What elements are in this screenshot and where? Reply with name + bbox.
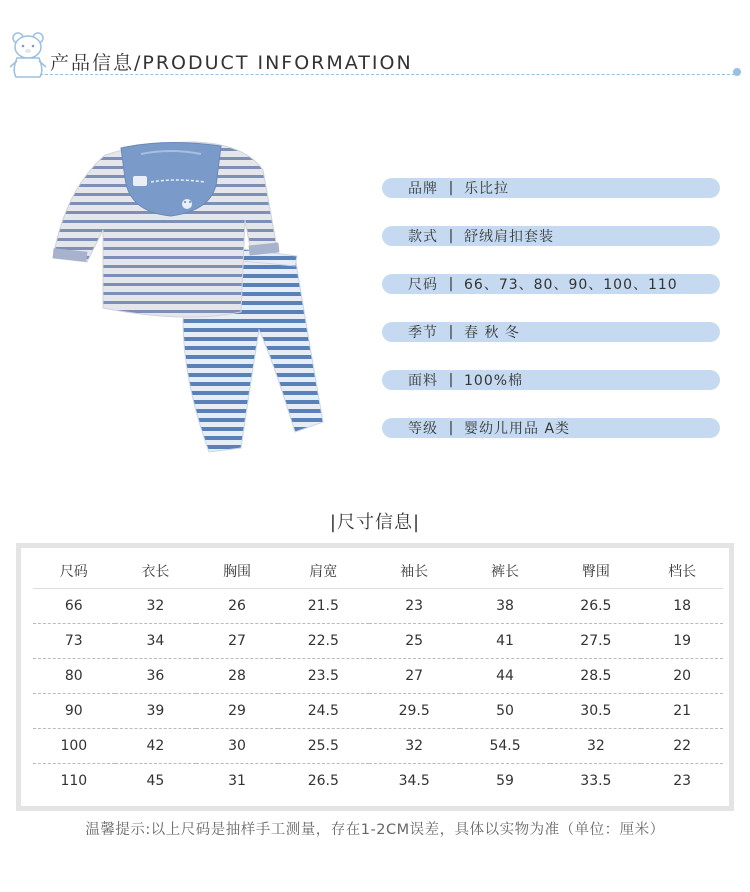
- info-value: 婴幼儿用品 A类: [464, 421, 571, 437]
- header-divider: [40, 74, 735, 75]
- table-cell: 32: [146, 598, 165, 614]
- info-separator: |: [448, 324, 454, 340]
- table-cell: 100: [60, 738, 88, 754]
- table-cell: 28.5: [580, 668, 612, 684]
- info-key: 季节: [408, 325, 438, 341]
- table-cell: 18: [673, 598, 692, 614]
- table-cell: 90: [64, 703, 83, 719]
- column-header: 档长: [668, 564, 697, 580]
- info-separator: |: [448, 276, 454, 292]
- table-row: [33, 624, 723, 659]
- table-cell: 30.5: [580, 703, 612, 719]
- table-cell: 42: [146, 738, 165, 754]
- info-key: 面料: [408, 373, 438, 389]
- info-row-brand: [382, 178, 720, 198]
- table-cell: 80: [64, 668, 83, 684]
- table-cell: 44: [496, 668, 514, 684]
- info-value: 舒绒肩扣套装: [464, 229, 554, 245]
- table-cell: 19: [673, 633, 692, 649]
- info-row-grade: [382, 418, 720, 438]
- table-cell: 41: [496, 633, 514, 649]
- table-row: [33, 729, 723, 764]
- info-separator: |: [448, 228, 454, 244]
- measurement-note: 温馨提示:以上尺码是抽样手工测量，存在1-2CM误差，具体以实物为准（单位：厘米）: [85, 822, 665, 838]
- table-cell: 24.5: [307, 703, 339, 719]
- table-cell: 36: [146, 668, 165, 684]
- table-cell: 38: [496, 598, 514, 614]
- table-cell: 27: [228, 633, 246, 649]
- info-value: 66、73、80、90、100、110: [464, 277, 678, 293]
- table-row: [33, 659, 723, 694]
- info-key: 品牌: [408, 181, 438, 197]
- table-cell: 29: [228, 703, 246, 719]
- info-key: 尺码: [408, 277, 438, 293]
- table-cell: 22: [673, 738, 692, 754]
- table-cell: 34: [146, 633, 165, 649]
- table-cell: 33.5: [580, 773, 612, 789]
- column-header: 衣长: [141, 564, 170, 580]
- table-cell: 28: [228, 668, 246, 684]
- section-title: 产品信息/PRODUCT INFORMATION: [50, 52, 413, 74]
- column-header: 裤长: [491, 564, 520, 580]
- table-cell: 32: [405, 738, 424, 754]
- column-header: 胸围: [223, 564, 252, 580]
- table-cell: 54.5: [489, 738, 521, 754]
- header-dot: [733, 68, 741, 76]
- table-cell: 45: [146, 773, 165, 789]
- table-cell: 50: [496, 703, 514, 719]
- product-info-list: [382, 178, 720, 466]
- info-row-season: [382, 322, 720, 342]
- info-key: 款式: [408, 229, 438, 245]
- info-separator: |: [448, 372, 454, 388]
- table-cell: 59: [496, 773, 514, 789]
- table-cell: 26: [228, 598, 246, 614]
- table-cell: 27: [405, 668, 424, 684]
- table-row: [33, 589, 723, 624]
- info-row-size: [382, 274, 720, 294]
- table-cell: 22.5: [307, 633, 339, 649]
- product-image: [45, 130, 335, 460]
- table-cell: 34.5: [398, 773, 430, 789]
- table-cell: 110: [60, 773, 88, 789]
- table-row: [33, 764, 723, 799]
- size-section-title: |尺寸信息|: [329, 512, 421, 533]
- table-cell: 21.5: [307, 598, 339, 614]
- table-cell: 25.5: [307, 738, 339, 754]
- table-cell: 21: [673, 703, 692, 719]
- table-cell: 20: [673, 668, 692, 684]
- table-header-row: [33, 554, 723, 589]
- table-cell: 23.5: [307, 668, 339, 684]
- table-cell: 26.5: [307, 773, 339, 789]
- table-cell: 73: [64, 633, 83, 649]
- table-cell: 30: [228, 738, 246, 754]
- table-cell: 27.5: [580, 633, 612, 649]
- info-row-style: [382, 226, 720, 246]
- info-key: 等级: [408, 421, 438, 437]
- size-table: [33, 554, 723, 798]
- info-value: 乐比拉: [464, 181, 509, 197]
- info-row-fabric: [382, 370, 720, 390]
- table-cell: 23: [405, 598, 424, 614]
- info-separator: |: [448, 420, 454, 436]
- table-cell: 29.5: [398, 703, 430, 719]
- table-cell: 39: [146, 703, 165, 719]
- info-value: 100%棉: [464, 373, 524, 389]
- info-separator: |: [448, 180, 454, 196]
- table-cell: 25: [405, 633, 424, 649]
- info-value: 春 秋 冬: [464, 325, 520, 341]
- table-cell: 23: [673, 773, 692, 789]
- column-header: 袖长: [400, 564, 429, 580]
- table-row: [33, 694, 723, 729]
- column-header: 臀围: [581, 564, 610, 580]
- column-header: 肩宽: [309, 564, 338, 580]
- column-header: 尺码: [59, 564, 88, 580]
- table-cell: 31: [228, 773, 246, 789]
- table-cell: 32: [586, 738, 605, 754]
- table-cell: 26.5: [580, 598, 612, 614]
- size-table-container: [16, 543, 734, 811]
- table-cell: 66: [64, 598, 83, 614]
